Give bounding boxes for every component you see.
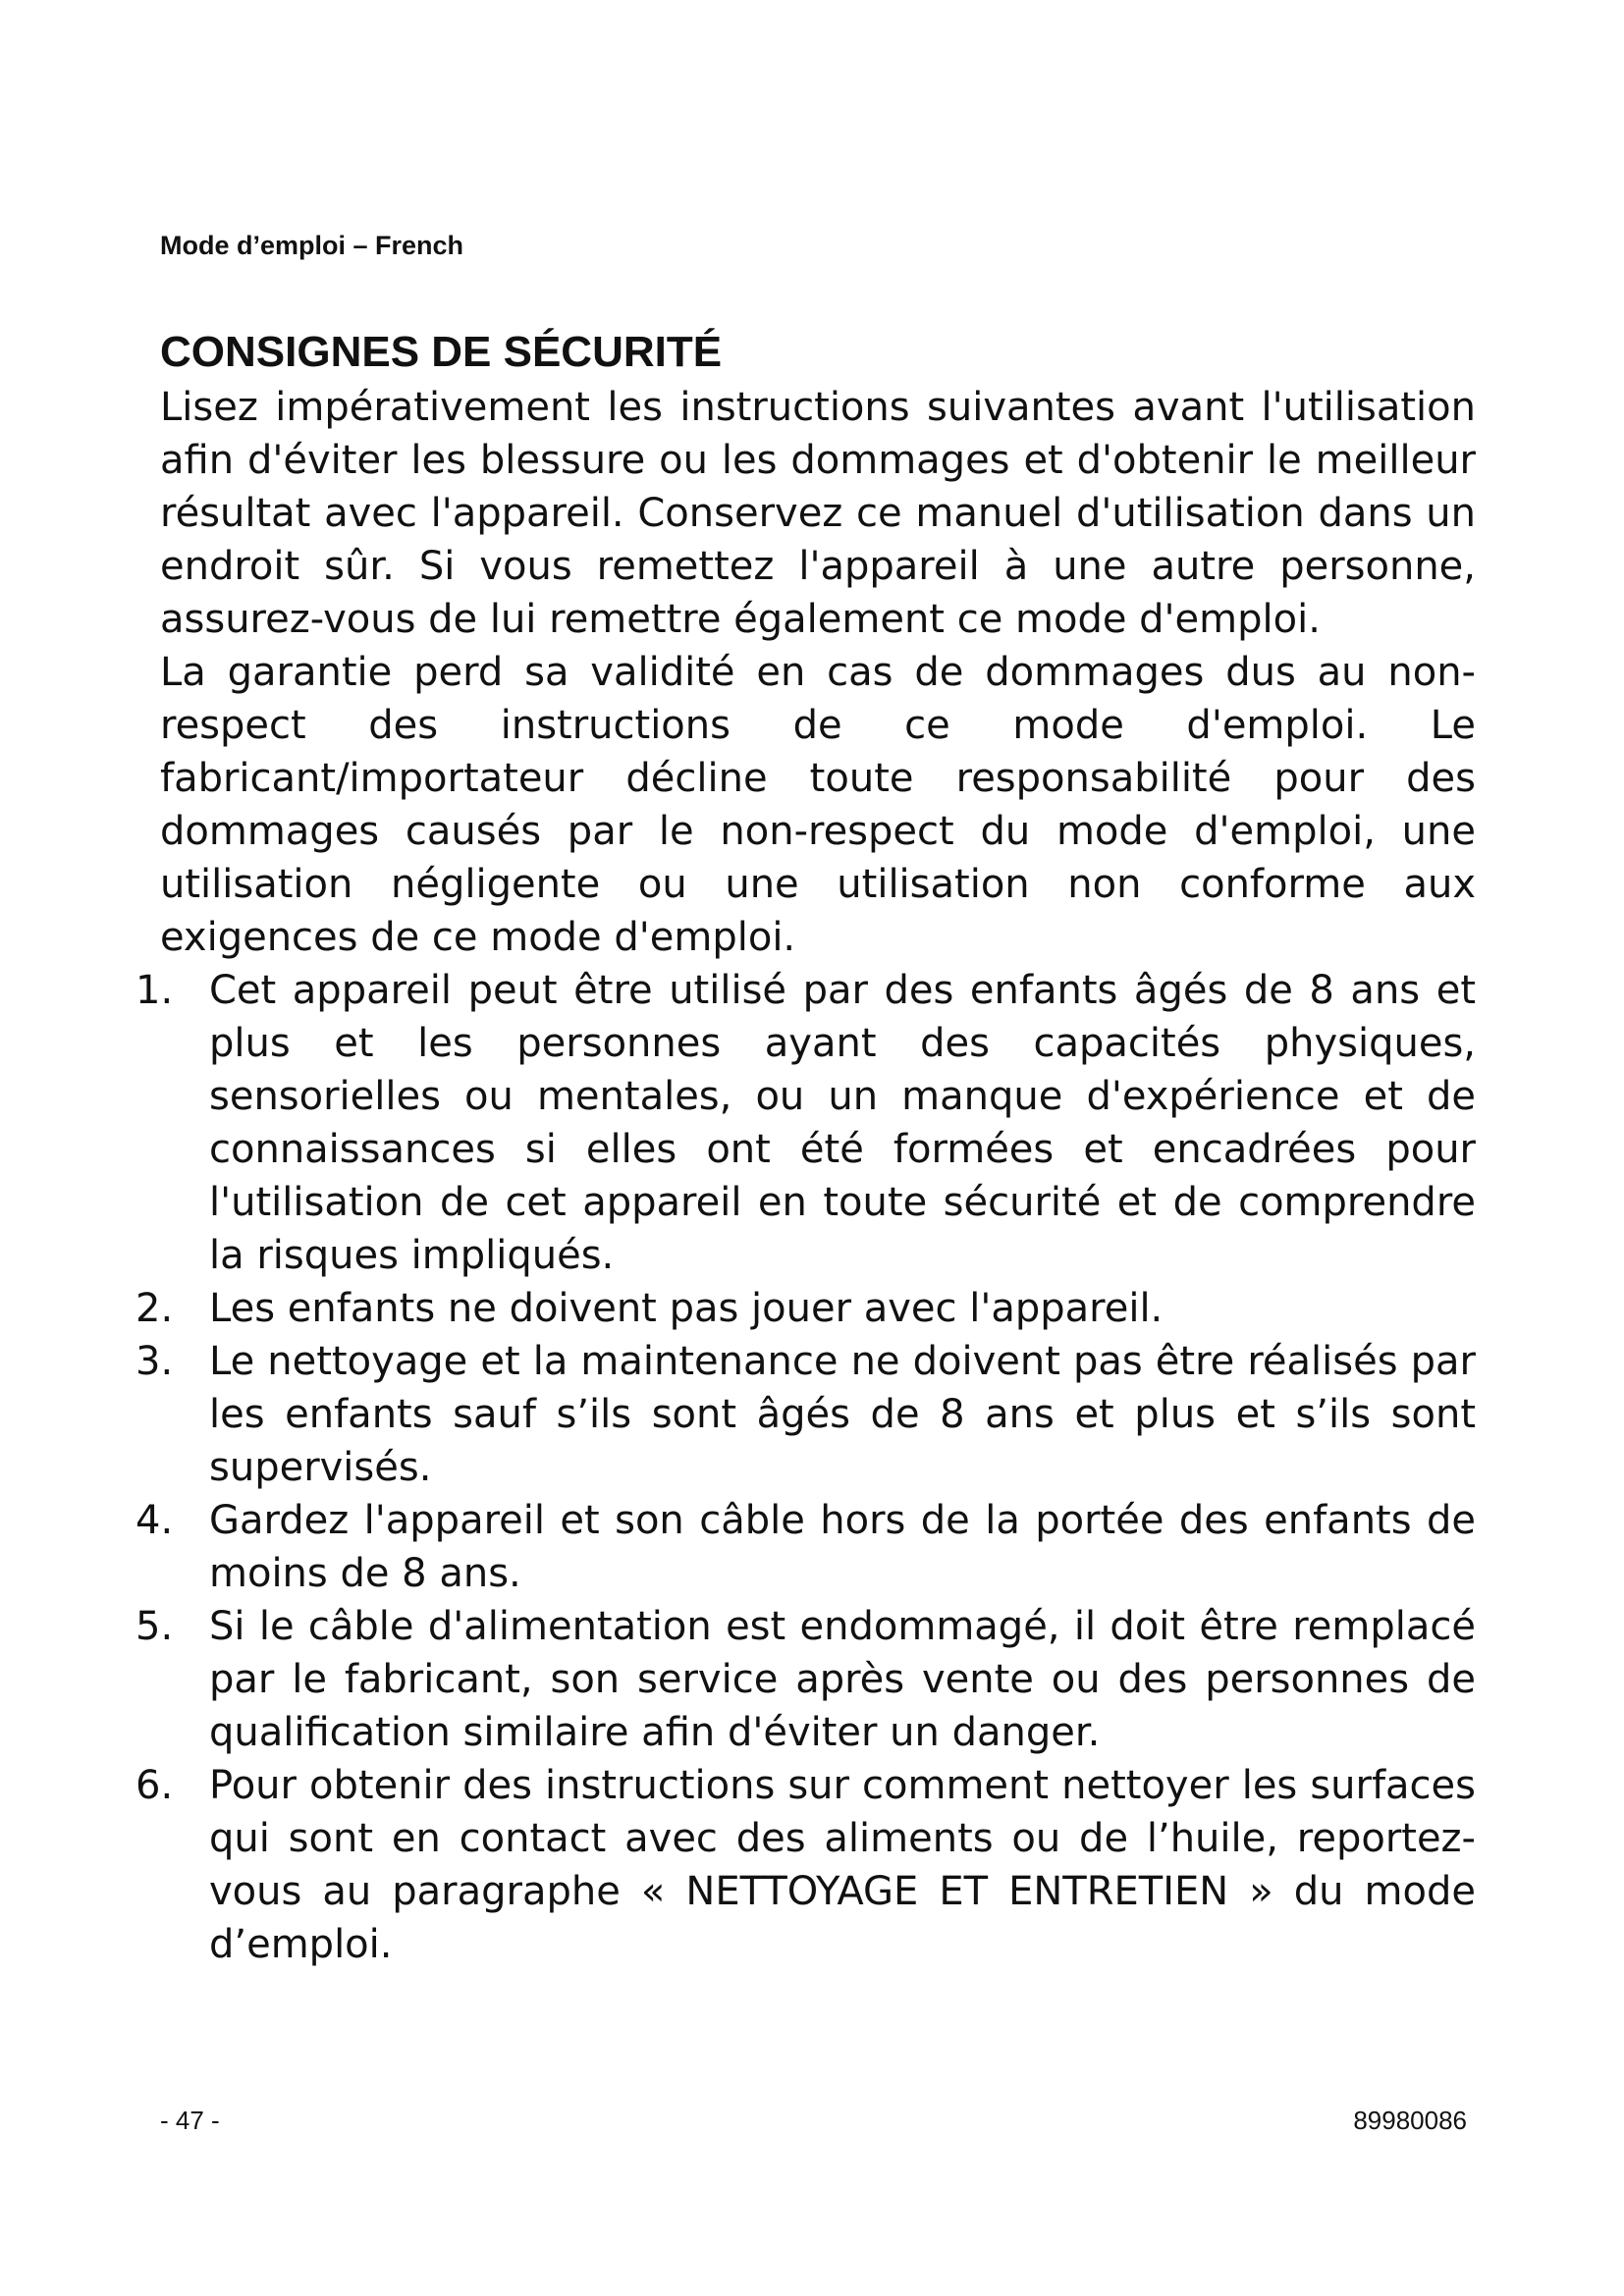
warranty-paragraph: La garantie perd sa validité en cas de dommages dus au non-respect des instructions de ce mode d'emploi. Le fabricant/importateur décline toute responsabilité pour des dommages causés par le non-respect du mode d'emploi, une utilisation négligente ou une utilisation non conforme aux exigences de ce mode d'emploi. <box>160 650 1476 960</box>
list-item <box>135 1600 1476 1759</box>
list-item-number: 5. <box>135 1604 174 1649</box>
section-title: CONSIGNES DE SÉCURITÉ <box>160 328 723 376</box>
list-item-number: 6. <box>135 1763 174 1808</box>
list-item-number: 4. <box>135 1498 174 1543</box>
list-item <box>135 1335 1476 1494</box>
list-item-text: Pour obtenir des instructions sur comment nettoyer les surfaces qui sont en contact avec des aliments ou de l’huile, reportez-vous au paragraphe « NETTOYAGE ET ENTRETIEN » du mode d’emploi. <box>209 1763 1476 1967</box>
list-item <box>135 1494 1476 1600</box>
page-number: - 47 - <box>160 2106 220 2135</box>
safety-list <box>135 964 1476 1971</box>
safety-section <box>135 324 1476 1971</box>
list-item-text: Si le câble d'alimentation est endommagé, il doit être remplacé par le fabricant, son service après vente ou des personnes de qualification similaire afin d'éviter un danger. <box>209 1604 1476 1755</box>
document-code: 89980086 <box>1353 2106 1467 2135</box>
list-item <box>135 1759 1476 1971</box>
document-header: Mode d’emploi – French <box>160 231 464 260</box>
list-item-text: Le nettoyage et la maintenance ne doivent pas être réalisés par les enfants sauf s’ils sont âgés de 8 ans et plus et s’ils sont supervisés. <box>209 1339 1476 1490</box>
list-item <box>135 964 1476 1282</box>
list-item-number: 3. <box>135 1339 174 1384</box>
list-item <box>135 1282 1476 1335</box>
intro-paragraph: Lisez impérativement les instructions suivantes avant l'utilisation afin d'éviter les blessure ou les dommages et d'obtenir le meilleur résultat avec l'appareil. Conservez ce manuel d'utilisation dans un endroit sûr. Si vous remettez l'appareil à une autre personne, assurez-vous de lui remettre également ce mode d'emploi. <box>160 385 1476 642</box>
list-item-number: 2. <box>135 1286 174 1331</box>
list-item-text: Les enfants ne doivent pas jouer avec l'appareil. <box>209 1286 1164 1331</box>
list-item-text: Cet appareil peut être utilisé par des enfants âgés de 8 ans et plus et les personnes ayant des capacités physiques, sensorielles ou mentales, ou un manque d'expérience et de connaissances si elles ont été formées et encadrées pour l'utilisation de cet appareil en toute sécurité et de comprendre la risques impliqués. <box>209 968 1476 1278</box>
list-item-number: 1. <box>135 968 174 1013</box>
list-item-text: Gardez l'appareil et son câble hors de la portée des enfants de moins de 8 ans. <box>209 1498 1476 1596</box>
